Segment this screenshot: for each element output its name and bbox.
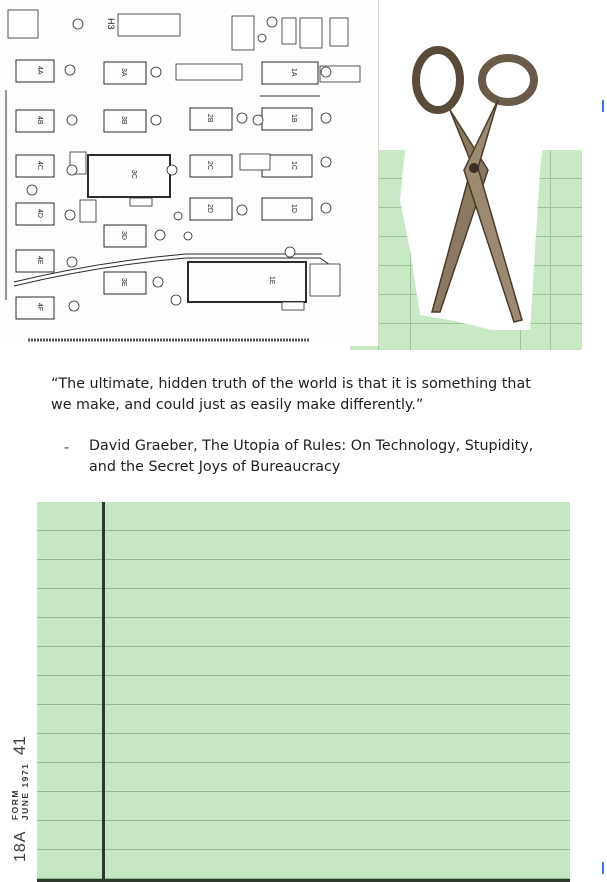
schematic-label: 4D xyxy=(36,209,43,218)
form-date: JUNE 1971 xyxy=(20,762,30,821)
schematic-label: 2B xyxy=(206,114,213,123)
schematic-label: 4B xyxy=(36,116,43,125)
card-4D xyxy=(16,203,54,225)
circuit-schematic xyxy=(0,0,379,346)
schematic-label: 3C xyxy=(130,170,137,179)
schematic-label: 3B xyxy=(120,116,127,125)
schematic-label: 1D xyxy=(290,204,297,213)
schematic-label: 1B xyxy=(290,114,297,123)
edge-mark xyxy=(602,862,604,874)
quote-line-2: we make, and could just as easily make differently.” xyxy=(51,397,424,413)
schematic-label: 4A xyxy=(36,66,43,75)
quote-attribution xyxy=(89,436,549,478)
form-label xyxy=(10,736,30,862)
card-4F xyxy=(16,297,54,319)
card-4B xyxy=(16,110,54,132)
quote-line-1: “The ultimate, hidden truth of the world is that it is something that xyxy=(51,376,531,392)
attribution-dash: - xyxy=(64,440,70,456)
schematic-label: 3E xyxy=(120,278,127,287)
quote-text xyxy=(51,374,551,416)
schematic-label: 2C xyxy=(206,161,213,170)
scissors-icon xyxy=(380,0,560,345)
form-code: 18A xyxy=(12,830,29,862)
schematic-label: 4C xyxy=(36,161,43,170)
schematic-label: 1A xyxy=(290,68,297,77)
card-4E xyxy=(16,250,54,272)
schematic-label: 4E xyxy=(36,256,43,265)
form-word: FORM xyxy=(10,789,20,821)
form-number: 41 xyxy=(10,736,29,756)
form-margin-line xyxy=(102,502,105,882)
edge-mark xyxy=(602,100,604,112)
schematic-label: 3D xyxy=(120,231,127,240)
scissors-image xyxy=(380,0,560,345)
schematic-label: 1E xyxy=(268,276,275,285)
card-4C xyxy=(16,155,54,177)
schematic-label: 1C xyxy=(290,161,297,170)
schematic-label: 2D xyxy=(206,204,213,213)
schematic-label: 3A xyxy=(120,68,127,77)
schematic-drawing xyxy=(0,0,378,346)
green-ledger-form xyxy=(37,502,570,882)
card-4A xyxy=(16,60,54,82)
attribution-line-2: and the Secret Joys of Bureaucracy xyxy=(89,459,341,475)
schematic-label: 4F xyxy=(36,303,43,312)
attribution-line-1: David Graeber, The Utopia of Rules: On Technology, Stupidity, xyxy=(89,438,534,454)
schematic-label: H3 xyxy=(106,18,116,30)
